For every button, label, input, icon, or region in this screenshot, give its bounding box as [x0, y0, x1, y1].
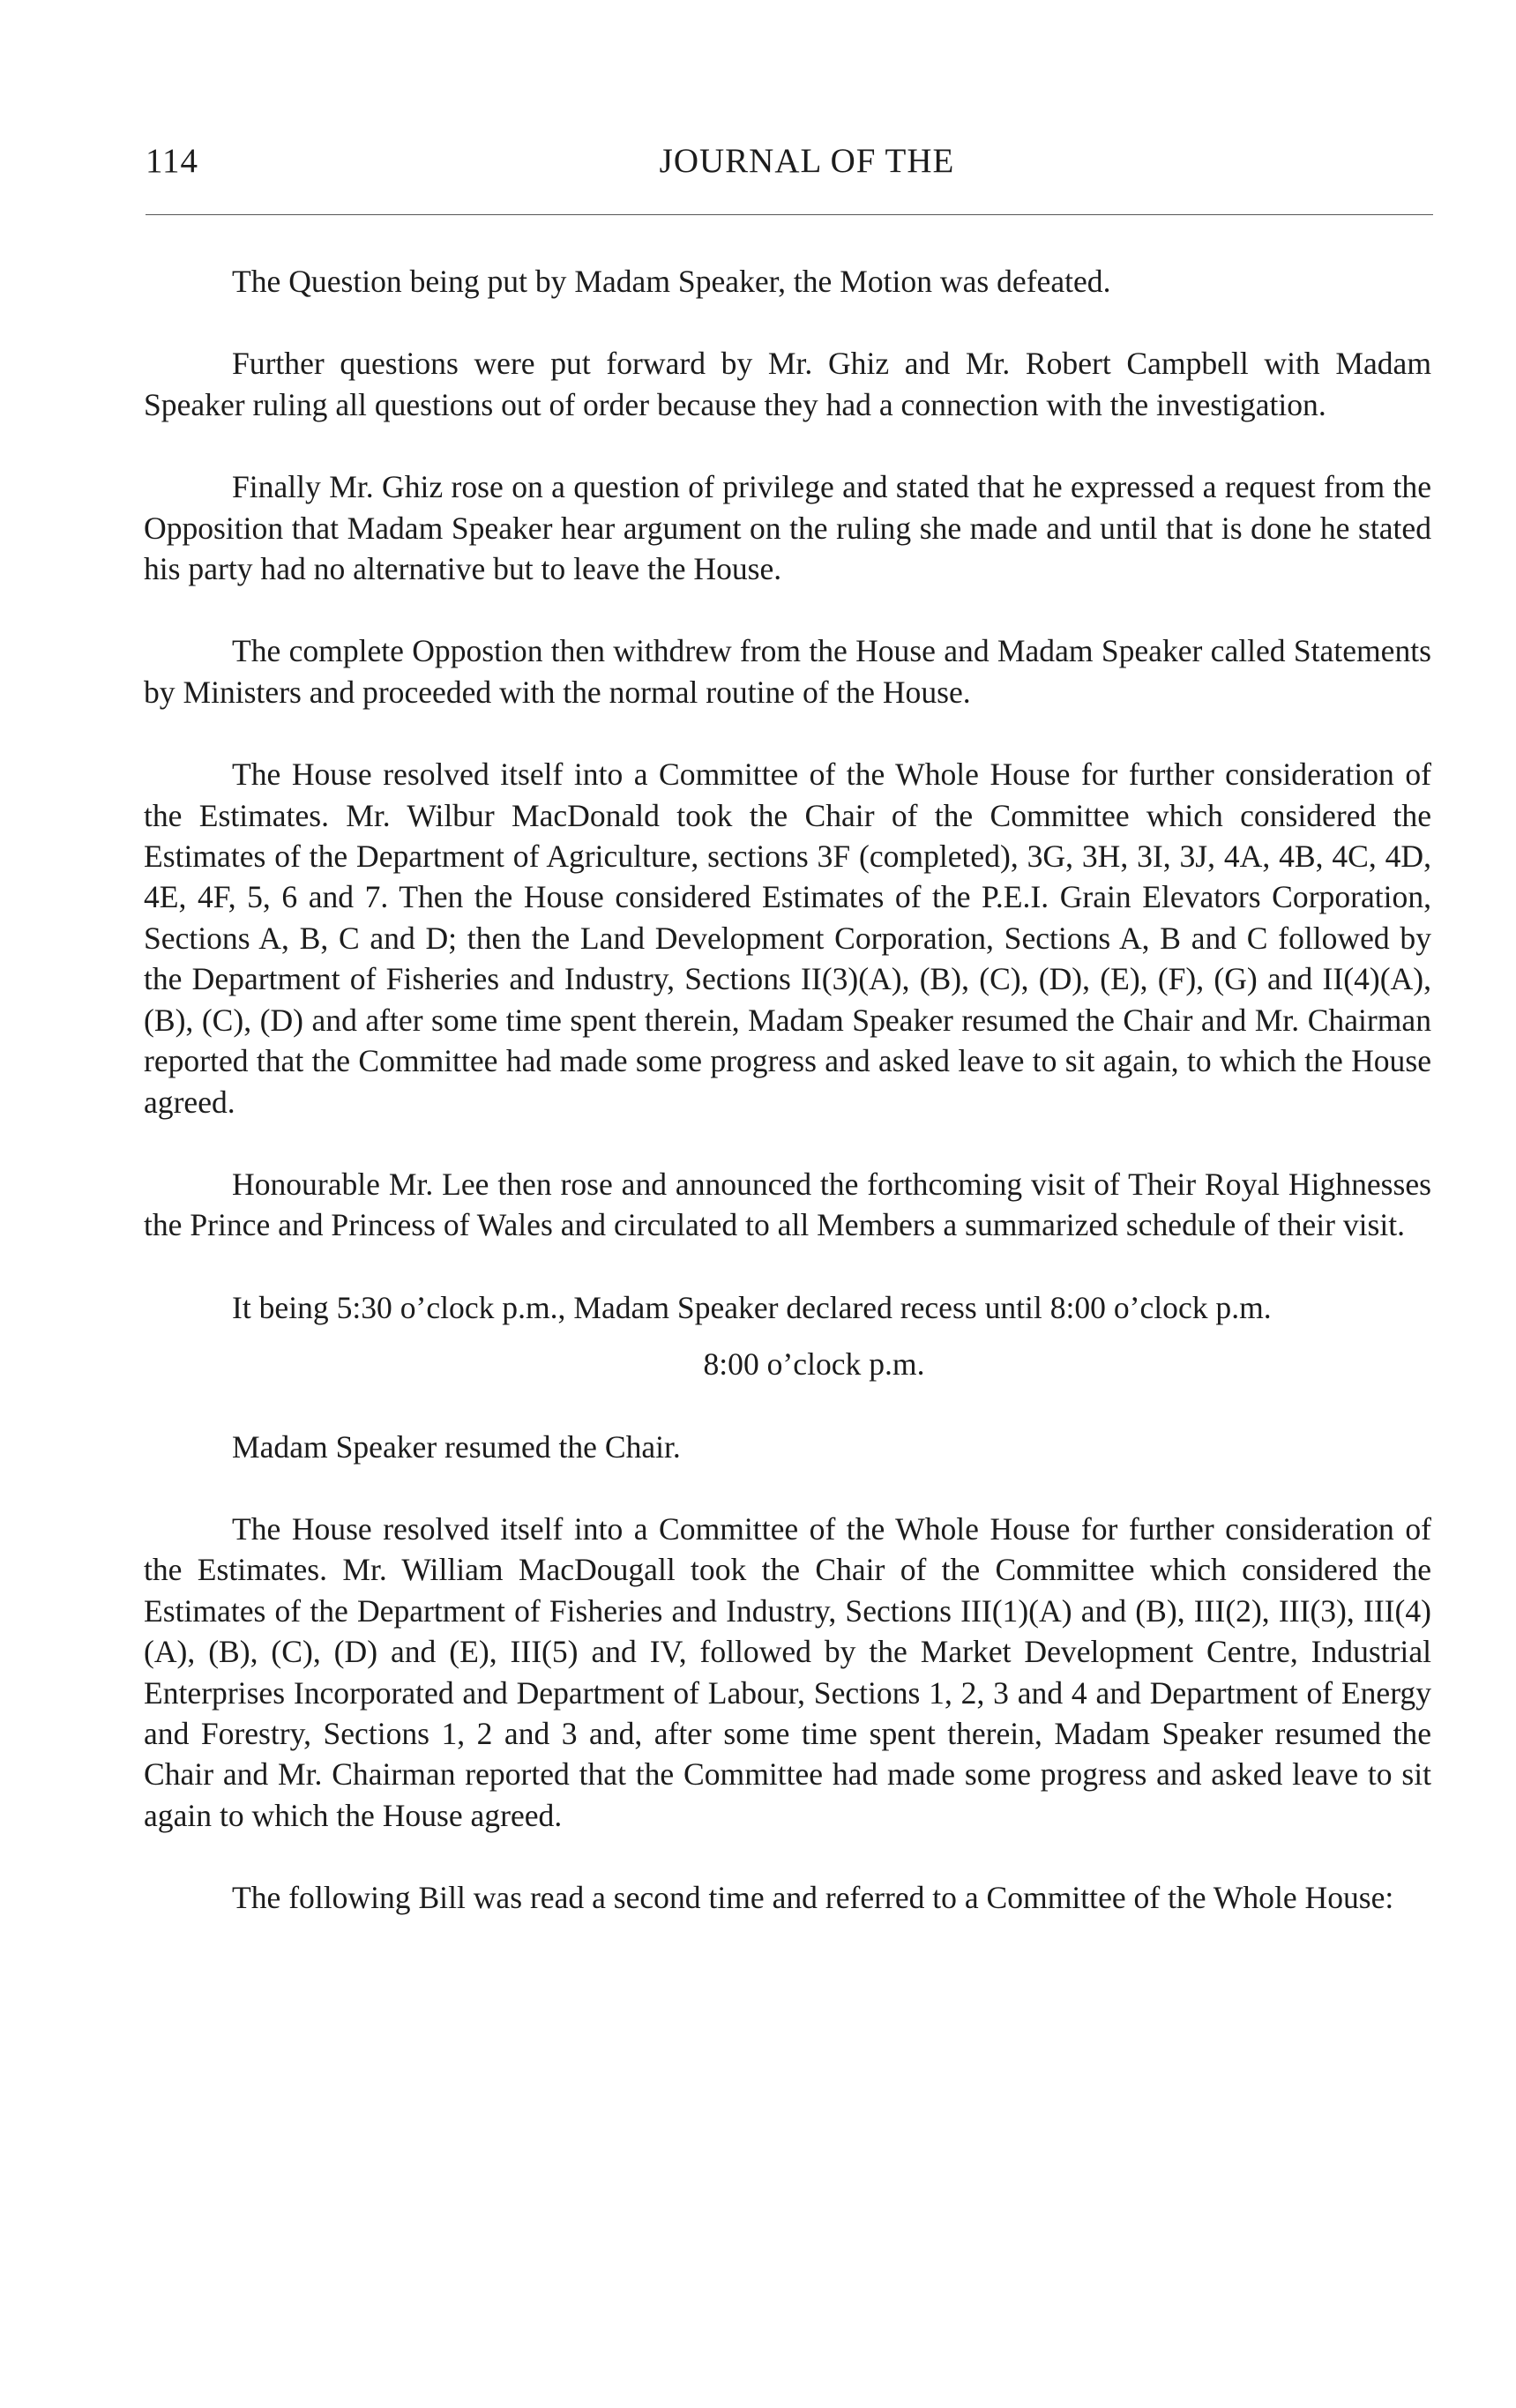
- running-head: JOURNAL OF THE: [659, 142, 955, 180]
- time-heading: 8:00 o’clock p.m.: [703, 1346, 925, 1383]
- paragraph-opposition-withdrew: The complete Oppostion then withdrew from the House and Madam Speaker called Statements by Ministers and proceeded with the normal routine of the House.: [144, 633, 1431, 710]
- paragraph-recess: It being 5:30 o’clock p.m., Madam Speaker declared recess until 8:00 o’clock p.m.: [232, 1289, 1272, 1325]
- page-header: [146, 141, 1433, 185]
- paragraph-speaker-resumed: Madam Speaker resumed the Chair.: [232, 1428, 681, 1465]
- paragraph-further-questions: Further questions were put forward by Mr. Ghiz and Mr. Robert Campbell with Madam Speaker ruling all questions out of order because they had a connection with the investigation.: [144, 346, 1431, 422]
- journal-body: [144, 261, 1431, 1960]
- paragraph-question-of-privilege: Finally Mr. Ghiz rose on a question of privilege and stated that he expressed a request from the Opposition that Madam Speaker hear argument on the ruling she made and until that is done he stated his party had no alternative but to leave the House.: [144, 469, 1431, 587]
- paragraph-committee-fisheries: The House resolved itself into a Committee of the Whole House for further consideration of the Estimates. Mr. William MacDougall took the Chair of the Committee which considered the Estimates of the Department of Fisheries and Industry, Sections III(1)(A) and (B), III(2), III(3), III(4)(A), (B), (C), (D) and (E), III(5) and IV, followed by the Market Development Centre, Industrial Enterprises Incorporated and Department of Labour, Sections 1, 2, 3 and 4 and Department of Energy and Forestry, Sections 1, 2 and 3 and, after some time spent therein, Madam Speaker resumed the Chair and Mr. Chairman reported that the Committee had made some progress and asked leave to sit again to which the House agreed.: [144, 1510, 1431, 1833]
- page-number: 114: [146, 142, 199, 180]
- paragraph-committee-agriculture: The House resolved itself into a Committee of the Whole House for further consideration of the Estimates. Mr. Wilbur MacDonald took the Chair of the Committee which considered the Estimates of the Department of Agriculture, sections 3F (completed), 3G, 3H, 3I, 3J, 4A, 4B, 4C, 4D, 4E, 4F, 5, 6 and 7. Then the House considered Estimates of the P.E.I. Grain Elevators Corporation, Sections A, B, C and D; then the Land Development Corporation, Sections A, B and C followed by the Department of Fisheries and Industry, Sections II(3)(A), (B), (C), (D), (E), (F), (G) and II(4)(A), (B), (C), (D) and after some time spent therein, Madam Speaker resumed the Chair and Mr. Chairman reported that the Committee had made some progress and asked leave to sit again, to which the House agreed.: [144, 757, 1431, 1120]
- paragraph-royal-visit: Honourable Mr. Lee then rose and announced the forthcoming visit of Their Royal Highnesses the Prince and Princess of Wales and circulated to all Members a summarized schedule of their visit.: [144, 1166, 1431, 1243]
- paragraph-bill-second-reading: The following Bill was read a second time and referred to a Committee of the Whole House:: [232, 1880, 1394, 1916]
- paragraph-motion-defeated: The Question being put by Madam Speaker, the Motion was defeated.: [232, 264, 1111, 299]
- header-rule: [146, 214, 1433, 215]
